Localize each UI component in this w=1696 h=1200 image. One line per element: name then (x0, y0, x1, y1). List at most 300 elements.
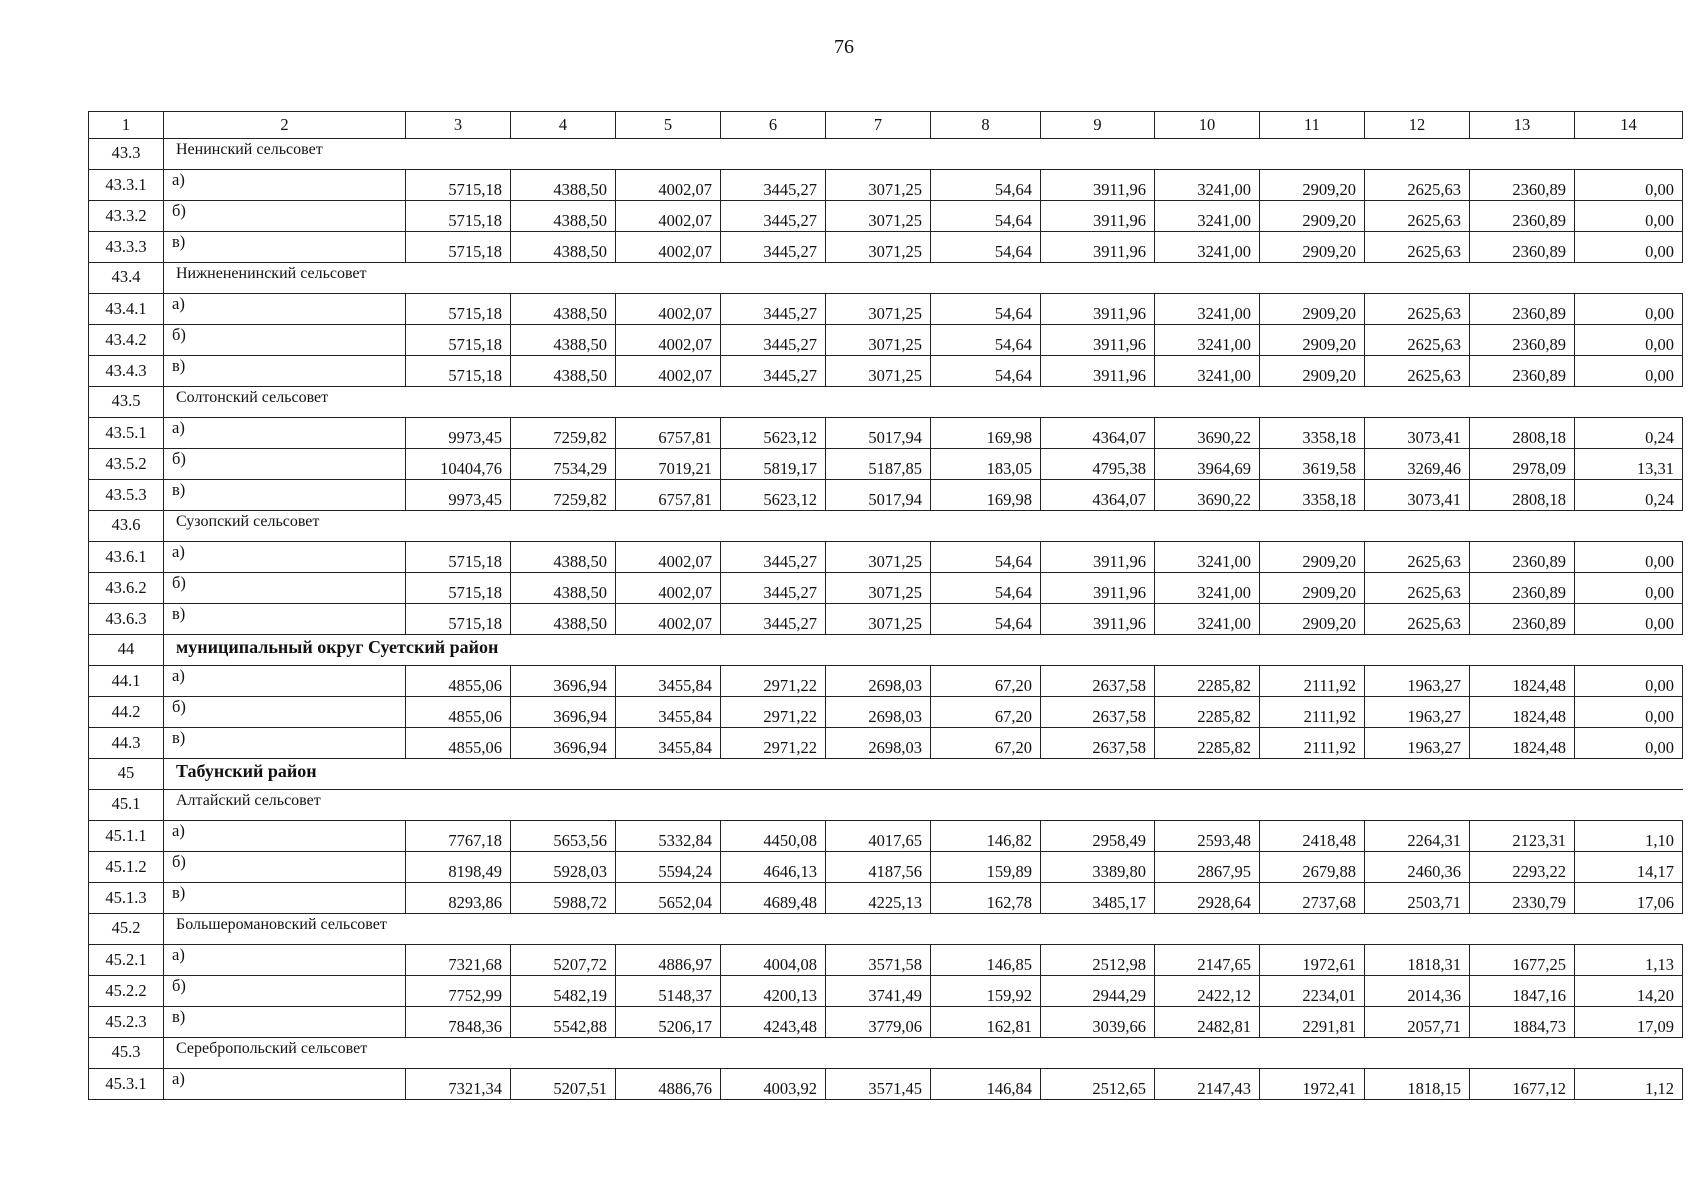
value-cell: 3690,22 (1155, 480, 1260, 511)
value-cell: 3389,80 (1041, 852, 1155, 883)
value-cell: 3071,25 (826, 294, 931, 325)
value-cell: 0,00 (1575, 294, 1683, 325)
value-cell: 1884,73 (1470, 1007, 1575, 1038)
value-cell: 3911,96 (1041, 604, 1155, 635)
value-cell: 4002,07 (616, 232, 721, 263)
row-variant: б) (164, 697, 406, 728)
value-cell: 5017,94 (826, 418, 931, 449)
value-cell: 2909,20 (1260, 542, 1365, 573)
value-cell: 2234,01 (1260, 976, 1365, 1007)
value-cell: 3071,25 (826, 170, 931, 201)
row-variant: а) (164, 542, 406, 573)
row-code: 44.2 (89, 697, 164, 728)
value-cell: 5715,18 (406, 604, 511, 635)
value-cell: 4855,06 (406, 728, 511, 759)
value-cell: 3690,22 (1155, 418, 1260, 449)
section-code: 45.3 (89, 1038, 164, 1069)
value-cell: 183,05 (931, 449, 1041, 480)
table-row (89, 1069, 1683, 1100)
value-cell: 0,00 (1575, 325, 1683, 356)
value-cell: 2625,63 (1365, 170, 1470, 201)
row-code: 43.5.1 (89, 418, 164, 449)
row-variant: а) (164, 1069, 406, 1100)
value-cell: 5653,56 (511, 821, 616, 852)
value-cell: 1824,48 (1470, 666, 1575, 697)
value-cell: 2014,36 (1365, 976, 1470, 1007)
value-cell: 5206,17 (616, 1007, 721, 1038)
row-code: 43.5.2 (89, 449, 164, 480)
value-cell: 2360,89 (1470, 325, 1575, 356)
value-cell: 2679,88 (1260, 852, 1365, 883)
value-cell: 3455,84 (616, 728, 721, 759)
value-cell: 5207,51 (511, 1069, 616, 1100)
value-cell: 1818,15 (1365, 1069, 1470, 1100)
row-code: 43.6.1 (89, 542, 164, 573)
value-cell: 0,00 (1575, 697, 1683, 728)
value-cell: 6757,81 (616, 480, 721, 511)
value-cell: 3241,00 (1155, 294, 1260, 325)
value-cell: 4002,07 (616, 604, 721, 635)
value-cell: 2637,58 (1041, 728, 1155, 759)
value-cell: 54,64 (931, 325, 1041, 356)
value-cell: 2111,92 (1260, 697, 1365, 728)
column-header: 11 (1260, 112, 1365, 139)
section-name: Ненинский сельсовет (164, 139, 1683, 170)
value-cell: 5187,85 (826, 449, 931, 480)
value-cell: 4646,13 (721, 852, 826, 883)
value-cell: 2909,20 (1260, 232, 1365, 263)
table-row (89, 697, 1683, 728)
section-name: Табунский район (164, 759, 1683, 790)
value-cell: 2867,95 (1155, 852, 1260, 883)
value-cell: 3911,96 (1041, 232, 1155, 263)
section-row (89, 1038, 1683, 1069)
table-row (89, 480, 1683, 511)
value-cell: 10404,76 (406, 449, 511, 480)
value-cell: 2737,68 (1260, 883, 1365, 914)
table-row (89, 573, 1683, 604)
value-cell: 3071,25 (826, 542, 931, 573)
value-cell: 5715,18 (406, 170, 511, 201)
value-cell: 2808,18 (1470, 418, 1575, 449)
value-cell: 3241,00 (1155, 542, 1260, 573)
value-cell: 3445,27 (721, 170, 826, 201)
value-cell: 2360,89 (1470, 232, 1575, 263)
value-cell: 5332,84 (616, 821, 721, 852)
value-cell: 2625,63 (1365, 542, 1470, 573)
row-variant: а) (164, 945, 406, 976)
value-cell: 2971,22 (721, 728, 826, 759)
value-cell: 2909,20 (1260, 201, 1365, 232)
value-cell: 3779,06 (826, 1007, 931, 1038)
value-cell: 0,00 (1575, 728, 1683, 759)
value-cell: 3911,96 (1041, 325, 1155, 356)
value-cell: 4388,50 (511, 294, 616, 325)
value-cell: 54,64 (931, 232, 1041, 263)
value-cell: 2637,58 (1041, 666, 1155, 697)
value-cell: 146,82 (931, 821, 1041, 852)
value-cell: 4388,50 (511, 170, 616, 201)
value-cell: 4243,48 (721, 1007, 826, 1038)
value-cell: 4002,07 (616, 201, 721, 232)
row-code: 43.6.3 (89, 604, 164, 635)
row-variant: в) (164, 728, 406, 759)
value-cell: 3071,25 (826, 201, 931, 232)
value-cell: 2418,48 (1260, 821, 1365, 852)
value-cell: 5623,12 (721, 480, 826, 511)
column-header: 9 (1041, 112, 1155, 139)
value-cell: 3619,58 (1260, 449, 1365, 480)
value-cell: 2360,89 (1470, 294, 1575, 325)
row-variant: а) (164, 418, 406, 449)
value-cell: 4200,13 (721, 976, 826, 1007)
value-cell: 3911,96 (1041, 573, 1155, 604)
value-cell: 4689,48 (721, 883, 826, 914)
value-cell: 17,06 (1575, 883, 1683, 914)
value-cell: 67,20 (931, 697, 1041, 728)
value-cell: 67,20 (931, 728, 1041, 759)
section-name: Солтонский сельсовет (164, 387, 1683, 418)
value-cell: 2360,89 (1470, 201, 1575, 232)
value-cell: 1963,27 (1365, 697, 1470, 728)
value-cell: 3911,96 (1041, 201, 1155, 232)
value-cell: 3696,94 (511, 697, 616, 728)
value-cell: 3071,25 (826, 604, 931, 635)
row-variant: б) (164, 852, 406, 883)
row-variant: б) (164, 573, 406, 604)
value-cell: 3696,94 (511, 666, 616, 697)
table-row (89, 294, 1683, 325)
value-cell: 2928,64 (1155, 883, 1260, 914)
value-cell: 3241,00 (1155, 604, 1260, 635)
value-cell: 3269,46 (1365, 449, 1470, 480)
value-cell: 2123,31 (1470, 821, 1575, 852)
value-cell: 5482,19 (511, 976, 616, 1007)
value-cell: 7321,68 (406, 945, 511, 976)
value-cell: 54,64 (931, 356, 1041, 387)
value-cell: 54,64 (931, 542, 1041, 573)
value-cell: 4388,50 (511, 201, 616, 232)
column-header: 2 (164, 112, 406, 139)
value-cell: 1,13 (1575, 945, 1683, 976)
value-cell: 2909,20 (1260, 573, 1365, 604)
value-cell: 159,89 (931, 852, 1041, 883)
value-cell: 7259,82 (511, 418, 616, 449)
value-cell: 7019,21 (616, 449, 721, 480)
value-cell: 3455,84 (616, 666, 721, 697)
value-cell: 5715,18 (406, 573, 511, 604)
value-cell: 0,00 (1575, 604, 1683, 635)
value-cell: 4002,07 (616, 170, 721, 201)
value-cell: 5542,88 (511, 1007, 616, 1038)
value-cell: 2625,63 (1365, 325, 1470, 356)
value-cell: 1972,61 (1260, 945, 1365, 976)
value-cell: 4004,08 (721, 945, 826, 976)
value-cell: 0,00 (1575, 170, 1683, 201)
value-cell: 17,09 (1575, 1007, 1683, 1038)
table-row (89, 852, 1683, 883)
value-cell: 3073,41 (1365, 480, 1470, 511)
row-code: 45.2.1 (89, 945, 164, 976)
value-cell: 0,00 (1575, 573, 1683, 604)
value-cell: 3445,27 (721, 356, 826, 387)
value-cell: 5594,24 (616, 852, 721, 883)
row-code: 45.1.2 (89, 852, 164, 883)
value-cell: 4450,08 (721, 821, 826, 852)
value-cell: 1,10 (1575, 821, 1683, 852)
section-name: Алтайский сельсовет (164, 790, 1683, 821)
value-cell: 2808,18 (1470, 480, 1575, 511)
value-cell: 4002,07 (616, 294, 721, 325)
value-cell: 4886,76 (616, 1069, 721, 1100)
value-cell: 4017,65 (826, 821, 931, 852)
value-cell: 2944,29 (1041, 976, 1155, 1007)
row-variant: б) (164, 449, 406, 480)
value-cell: 3241,00 (1155, 356, 1260, 387)
table-row (89, 728, 1683, 759)
row-code: 45.2.3 (89, 1007, 164, 1038)
value-cell: 0,00 (1575, 666, 1683, 697)
value-cell: 3571,45 (826, 1069, 931, 1100)
value-cell: 2625,63 (1365, 573, 1470, 604)
value-cell: 169,98 (931, 480, 1041, 511)
section-row (89, 511, 1683, 542)
value-cell: 2503,71 (1365, 883, 1470, 914)
column-header: 10 (1155, 112, 1260, 139)
section-name: Нижнененинский сельсовет (164, 263, 1683, 294)
table-row (89, 821, 1683, 852)
row-variant: б) (164, 201, 406, 232)
section-row (89, 914, 1683, 945)
value-cell: 4855,06 (406, 666, 511, 697)
value-cell: 4388,50 (511, 325, 616, 356)
table-row (89, 945, 1683, 976)
value-cell: 3039,66 (1041, 1007, 1155, 1038)
row-variant: в) (164, 232, 406, 263)
value-cell: 2482,81 (1155, 1007, 1260, 1038)
value-cell: 5207,72 (511, 945, 616, 976)
row-code: 45.1.1 (89, 821, 164, 852)
column-header: 1 (89, 112, 164, 139)
value-cell: 2625,63 (1365, 604, 1470, 635)
value-cell: 4388,50 (511, 232, 616, 263)
table-row (89, 232, 1683, 263)
value-cell: 5148,37 (616, 976, 721, 1007)
value-cell: 7767,18 (406, 821, 511, 852)
section-code: 45.1 (89, 790, 164, 821)
table-row (89, 418, 1683, 449)
value-cell: 3485,17 (1041, 883, 1155, 914)
value-cell: 1824,48 (1470, 697, 1575, 728)
value-cell: 4364,07 (1041, 480, 1155, 511)
row-variant: б) (164, 325, 406, 356)
value-cell: 7259,82 (511, 480, 616, 511)
row-code: 43.3.3 (89, 232, 164, 263)
row-code: 45.1.3 (89, 883, 164, 914)
value-cell: 54,64 (931, 573, 1041, 604)
value-cell: 1847,16 (1470, 976, 1575, 1007)
column-header: 6 (721, 112, 826, 139)
section-code: 45.2 (89, 914, 164, 945)
table-row (89, 883, 1683, 914)
section-row (89, 790, 1683, 821)
section-code: 43.6 (89, 511, 164, 542)
column-header: 12 (1365, 112, 1470, 139)
value-cell: 4855,06 (406, 697, 511, 728)
value-cell: 3445,27 (721, 604, 826, 635)
row-code: 44.1 (89, 666, 164, 697)
value-cell: 0,00 (1575, 356, 1683, 387)
value-cell: 7752,99 (406, 976, 511, 1007)
value-cell: 2625,63 (1365, 201, 1470, 232)
value-cell: 3911,96 (1041, 542, 1155, 573)
value-cell: 2285,82 (1155, 697, 1260, 728)
value-cell: 5715,18 (406, 201, 511, 232)
value-cell: 2360,89 (1470, 604, 1575, 635)
value-cell: 4886,97 (616, 945, 721, 976)
value-cell: 1,12 (1575, 1069, 1683, 1100)
value-cell: 4364,07 (1041, 418, 1155, 449)
value-cell: 2360,89 (1470, 542, 1575, 573)
value-cell: 2625,63 (1365, 294, 1470, 325)
row-variant: в) (164, 1007, 406, 1038)
value-cell: 14,20 (1575, 976, 1683, 1007)
value-cell: 7534,29 (511, 449, 616, 480)
value-cell: 54,64 (931, 201, 1041, 232)
value-cell: 4002,07 (616, 573, 721, 604)
value-cell: 4002,07 (616, 325, 721, 356)
value-cell: 7848,36 (406, 1007, 511, 1038)
value-cell: 2593,48 (1155, 821, 1260, 852)
value-cell: 0,00 (1575, 201, 1683, 232)
section-code: 43.5 (89, 387, 164, 418)
value-cell: 2285,82 (1155, 728, 1260, 759)
value-cell: 54,64 (931, 170, 1041, 201)
value-cell: 3071,25 (826, 356, 931, 387)
value-cell: 5988,72 (511, 883, 616, 914)
table-row (89, 1007, 1683, 1038)
value-cell: 2958,49 (1041, 821, 1155, 852)
value-cell: 1824,48 (1470, 728, 1575, 759)
value-cell: 2360,89 (1470, 170, 1575, 201)
value-cell: 2971,22 (721, 697, 826, 728)
value-cell: 8293,86 (406, 883, 511, 914)
value-cell: 3358,18 (1260, 418, 1365, 449)
row-code: 43.4.2 (89, 325, 164, 356)
table-row (89, 666, 1683, 697)
section-code: 43.3 (89, 139, 164, 170)
value-cell: 2698,03 (826, 728, 931, 759)
value-cell: 0,24 (1575, 418, 1683, 449)
value-cell: 2291,81 (1260, 1007, 1365, 1038)
value-cell: 5652,04 (616, 883, 721, 914)
value-cell: 54,64 (931, 294, 1041, 325)
value-cell: 3911,96 (1041, 170, 1155, 201)
value-cell: 3241,00 (1155, 201, 1260, 232)
column-header-row (89, 112, 1683, 139)
row-code: 43.4.1 (89, 294, 164, 325)
column-header: 3 (406, 112, 511, 139)
value-cell: 9973,45 (406, 480, 511, 511)
value-cell: 0,00 (1575, 542, 1683, 573)
value-cell: 8198,49 (406, 852, 511, 883)
value-cell: 2971,22 (721, 666, 826, 697)
value-cell: 5623,12 (721, 418, 826, 449)
column-header: 5 (616, 112, 721, 139)
value-cell: 4002,07 (616, 356, 721, 387)
value-cell: 3445,27 (721, 542, 826, 573)
value-cell: 3911,96 (1041, 294, 1155, 325)
row-code: 43.5.3 (89, 480, 164, 511)
value-cell: 1972,41 (1260, 1069, 1365, 1100)
value-cell: 5017,94 (826, 480, 931, 511)
row-code: 44.3 (89, 728, 164, 759)
value-cell: 2422,12 (1155, 976, 1260, 1007)
value-cell: 4002,07 (616, 542, 721, 573)
value-cell: 3696,94 (511, 728, 616, 759)
row-code: 45.2.2 (89, 976, 164, 1007)
value-cell: 4388,50 (511, 604, 616, 635)
table-row (89, 604, 1683, 635)
value-cell: 2512,65 (1041, 1069, 1155, 1100)
value-cell: 2637,58 (1041, 697, 1155, 728)
section-name: Большеромановский сельсовет (164, 914, 1683, 945)
value-cell: 2147,43 (1155, 1069, 1260, 1100)
value-cell: 1677,12 (1470, 1069, 1575, 1100)
value-cell: 2293,22 (1470, 852, 1575, 883)
value-cell: 2330,79 (1470, 883, 1575, 914)
value-cell: 4388,50 (511, 573, 616, 604)
row-code: 43.3.2 (89, 201, 164, 232)
row-code: 43.3.1 (89, 170, 164, 201)
value-cell: 5819,17 (721, 449, 826, 480)
section-name: Серебропольский сельсовет (164, 1038, 1683, 1069)
value-cell: 3071,25 (826, 232, 931, 263)
value-cell: 2512,98 (1041, 945, 1155, 976)
row-variant: в) (164, 883, 406, 914)
value-cell: 5715,18 (406, 542, 511, 573)
section-code: 44 (89, 635, 164, 666)
value-cell: 2460,36 (1365, 852, 1470, 883)
value-cell: 162,78 (931, 883, 1041, 914)
value-cell: 1818,31 (1365, 945, 1470, 976)
table-row (89, 976, 1683, 1007)
value-cell: 0,24 (1575, 480, 1683, 511)
value-cell: 2909,20 (1260, 604, 1365, 635)
section-name: Сузопский сельсовет (164, 511, 1683, 542)
section-code: 45 (89, 759, 164, 790)
value-cell: 2147,65 (1155, 945, 1260, 976)
value-cell: 0,00 (1575, 232, 1683, 263)
column-header: 8 (931, 112, 1041, 139)
value-cell: 3241,00 (1155, 325, 1260, 356)
value-cell: 4225,13 (826, 883, 931, 914)
section-row (89, 139, 1683, 170)
value-cell: 2285,82 (1155, 666, 1260, 697)
value-cell: 3071,25 (826, 325, 931, 356)
value-cell: 2360,89 (1470, 573, 1575, 604)
row-variant: а) (164, 821, 406, 852)
table-row (89, 201, 1683, 232)
value-cell: 67,20 (931, 666, 1041, 697)
value-cell: 5715,18 (406, 356, 511, 387)
district-row (89, 759, 1683, 790)
value-cell: 54,64 (931, 604, 1041, 635)
value-cell: 1963,27 (1365, 666, 1470, 697)
row-variant: а) (164, 170, 406, 201)
row-variant: в) (164, 480, 406, 511)
section-code: 43.4 (89, 263, 164, 294)
